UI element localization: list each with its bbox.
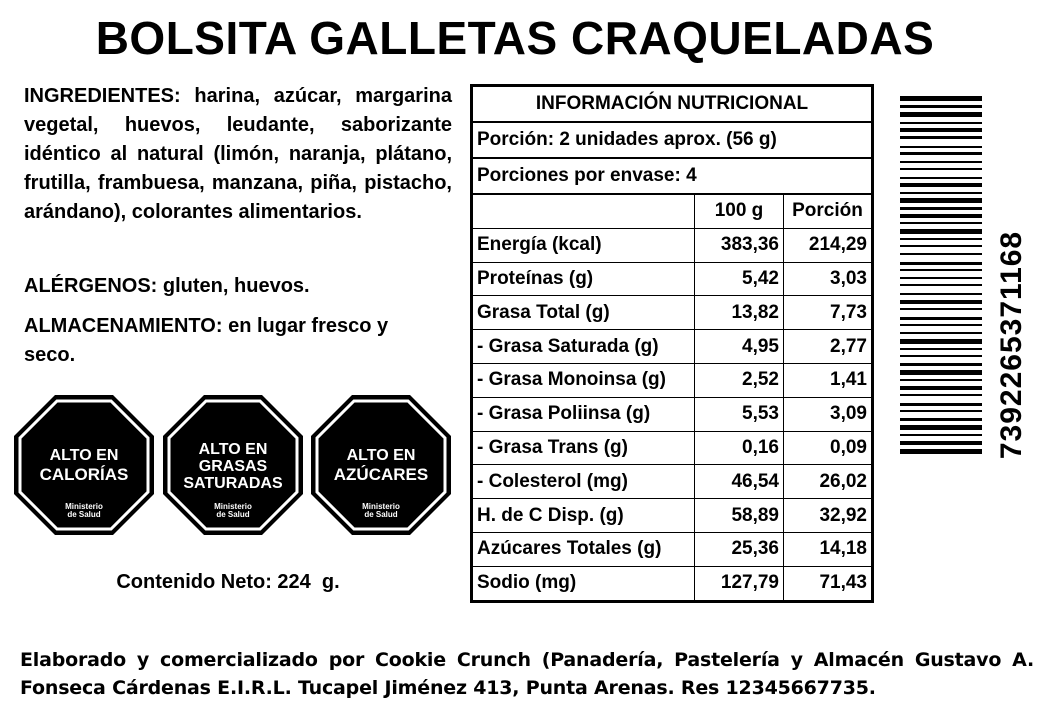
manufacturer-info: Elaborado y comercializado por Cookie Crunch (Panadería, Pastelería y Almacén Gustavo A. Fonseca Cárdenas E.I.R.L. Tucapel Jiménez 413, Punta Arenas. Res 12345667735. [20,649,1034,699]
barcode-bar [900,370,982,375]
value-per-100g: 383,36 [695,228,784,262]
barcode-bar [900,449,982,454]
nutrient-name: - Grasa Trans (g) [473,431,695,465]
barcode-bar [900,105,982,108]
value-per-100g: 4,95 [695,330,784,364]
value-per-100g: 5,53 [695,397,784,431]
nutrient-name: Proteínas (g) [473,262,695,296]
value-per-portion: 7,73 [784,296,872,330]
value-per-portion: 2,77 [784,330,872,364]
storage-label: ALMACENAMIENTO: [24,315,223,337]
warning-seal-saturated-fat [163,395,303,535]
barcode-bar [900,146,982,148]
barcode-bar [900,332,982,334]
barcode-bar [900,136,982,139]
barcode-bar [900,96,982,101]
value-per-100g: 0,16 [695,431,784,465]
nutrition-row [473,566,871,599]
barcode-bar [900,253,982,255]
value-per-100g: 127,79 [695,566,784,599]
barcode-bar [900,434,982,436]
barcode-bar [900,222,982,224]
nutrient-name: - Colesterol (mg) [473,465,695,499]
barcode-bar [900,238,982,240]
seal-line: ALTO EN [49,447,119,464]
barcode-bar [900,229,982,234]
seal-ministry: Ministerio [362,502,400,511]
nutrition-row [473,262,871,296]
barcode-bar [900,122,982,124]
seal-line: GRASAS [198,458,268,475]
barcode-bar [900,269,982,271]
barcode-bar [900,348,982,350]
nutrition-rows [473,195,871,600]
nutrition-row [473,330,871,364]
nutrition-facts-table [470,84,874,603]
barcode-number: 7392265371168 [995,230,1028,460]
barcode-bar [900,168,982,170]
seal-line: AZÚCARES [333,465,429,484]
allergens-block [24,272,452,301]
barcode-bar [900,418,982,421]
value-per-100g: 5,42 [695,262,784,296]
allergens-text: gluten, huevos. [162,275,310,297]
seal-line: CALORÍAS [39,465,129,484]
ingredients-label: INGREDIENTES: [24,85,181,107]
barcode-bar [900,355,982,357]
value-per-100g: 25,36 [695,532,784,566]
barcode-bar [900,386,982,390]
seal-ministry: de Salud [364,510,398,519]
nutrition-row [473,228,871,262]
barcode [900,96,982,606]
nutrient-name: Sodio (mg) [473,566,695,599]
barcode-bar [900,284,982,286]
barcode-bar [900,379,982,381]
value-per-portion: 14,18 [784,532,872,566]
barcode-bar [900,339,982,344]
value-per-100g: 46,54 [695,465,784,499]
nutrient-name: H. de C Disp. (g) [473,499,695,533]
seal-ministry: Ministerio [214,502,252,511]
allergens-label: ALÉRGENOS: [24,275,158,297]
nutrition-row [473,431,871,465]
nutrient-name: - Grasa Saturada (g) [473,330,695,364]
nutrition-row [473,363,871,397]
barcode-bar [900,112,982,117]
barcode-bar [900,324,982,326]
nutrition-row [473,465,871,499]
seal-ministry: de Salud [216,510,250,519]
barcode-bar [900,425,982,430]
barcode-bar [900,441,982,445]
column-header-portion: Porción [784,195,872,228]
value-per-portion: 71,43 [819,572,867,594]
value-per-portion: 0,09 [784,431,872,465]
nutrient-name: Azúcares Totales (g) [473,532,695,566]
barcode-bar [900,192,982,194]
barcode-bar [900,198,982,203]
barcode-bar [900,394,982,396]
value-per-portion: 32,92 [784,499,872,533]
barcode-bar [900,245,982,247]
barcode-bar [900,403,982,406]
nutrient-name: - Grasa Monoinsa (g) [473,363,695,397]
value-per-portion: 1,41 [784,363,872,397]
barcode-bar [900,308,982,310]
barcode-bar [900,300,982,304]
barcode-bar [900,152,982,155]
serving-size: Porción: 2 unidades aprox. (56 g) [473,123,871,159]
nutrition-row [473,532,871,566]
servings-per-pack: Porciones por envase: 4 [473,159,871,195]
seal-ministry: de Salud [67,510,101,519]
seal-line: ALTO EN [346,447,416,464]
nutrition-row [473,397,871,431]
nutrition-column-headers [473,195,871,228]
barcode-bar [900,262,982,265]
warning-seal-calories [14,395,154,535]
seal-line: SATURADAS [183,475,283,492]
nutrition-header: INFORMACIÓN NUTRICIONAL [473,87,871,123]
value-per-100g: 13,82 [695,296,784,330]
barcode-bar [900,183,982,187]
barcode-bar [900,363,982,366]
storage-text: en lugar fresco y seco. [24,315,389,366]
barcode-bar [900,317,982,320]
seal-ministry: Ministerio [65,502,103,511]
ingredients-text: harina, azúcar, margarina vegetal, huevos, leudante, saborizante idéntico al natural (limón, naranja, plátano, frutilla, frambuesa, manzana, piña, pistacho, arándano), colorantes alimentarios. [24,85,452,223]
column-header-nutrient [473,195,695,228]
barcode-bar [900,214,982,218]
barcode-bar [900,161,982,163]
net-content: Contenido Neto: 224 g. [116,571,340,593]
value-per-portion: 3,09 [784,397,872,431]
value-per-100g: 58,89 [695,499,784,533]
nutrient-name: - Grasa Poliinsa (g) [473,397,695,431]
storage-block [24,312,434,370]
nutrient-name: Grasa Total (g) [473,296,695,330]
value-per-portion: 214,29 [784,228,872,262]
nutrition-row [473,296,871,330]
product-title: BOLSITA GALLETAS CRAQUELADAS [95,12,935,64]
seal-line: ALTO EN [198,441,268,458]
value-per-100g: 2,52 [695,363,784,397]
barcode-bar [900,277,982,279]
barcode-bar [900,293,982,295]
nutrition-row [473,499,871,533]
barcode-bar [900,177,982,179]
value-per-portion: 26,02 [784,465,872,499]
warning-seal-sugars [311,395,451,535]
value-per-portion: 3,03 [784,262,872,296]
barcode-bar [900,410,982,412]
ingredients-block [24,82,452,227]
barcode-bar [900,128,982,132]
barcode-bar [900,207,982,210]
nutrient-name: Energía (kcal) [473,228,695,262]
column-header-100g: 100 g [695,195,784,228]
